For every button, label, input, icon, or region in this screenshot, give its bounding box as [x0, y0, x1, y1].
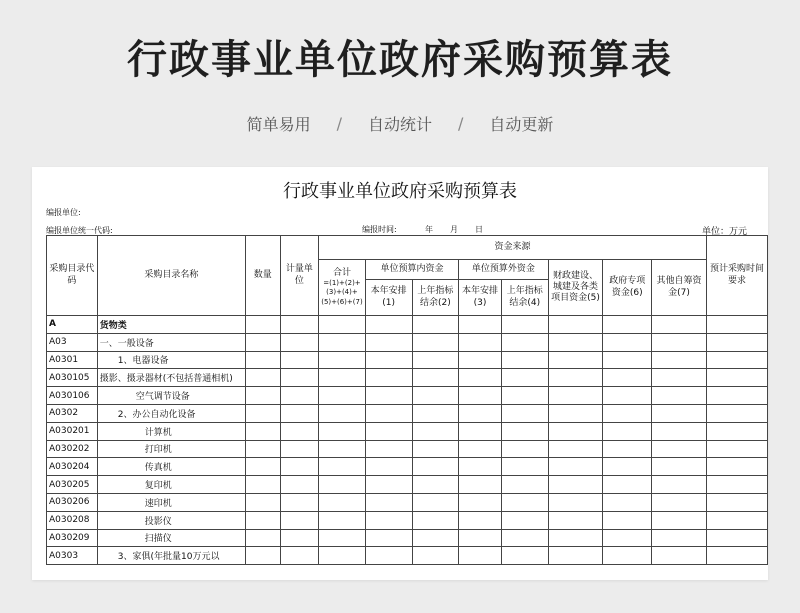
tag-auto-update: 自动更新 — [489, 115, 554, 134]
cell-code[interactable]: A030204 — [47, 458, 98, 476]
cell-empty[interactable] — [365, 511, 412, 529]
cell-empty[interactable] — [603, 511, 652, 529]
cell-empty[interactable] — [501, 476, 548, 494]
cell-empty[interactable] — [365, 422, 412, 440]
header-cur-year-1: 本年安排(1) — [365, 280, 412, 316]
tag-separator: / — [336, 114, 342, 133]
cell-empty[interactable] — [246, 333, 281, 351]
unit-code-label: 编报单位统一代码: — [46, 226, 113, 235]
cell-empty[interactable] — [365, 440, 412, 458]
cell-empty[interactable] — [603, 422, 652, 440]
cell-empty[interactable] — [652, 476, 707, 494]
cell-name[interactable]: 扫描仪 — [97, 529, 245, 547]
cell-empty[interactable] — [280, 493, 319, 511]
header-total-label: 合计 — [332, 267, 351, 278]
cell-empty[interactable] — [706, 333, 767, 351]
cell-empty[interactable] — [603, 476, 652, 494]
cell-empty[interactable] — [706, 511, 767, 529]
banner-title: 行政事业单位政府采购预算表 — [127, 37, 673, 83]
cell-empty[interactable] — [412, 333, 459, 351]
cell-empty[interactable] — [412, 547, 459, 565]
cell-empty[interactable] — [365, 476, 412, 494]
table-row — [47, 493, 768, 511]
cell-name[interactable]: 投影仪 — [97, 511, 245, 529]
header-self-raised-funds: 其他自筹资金(7) — [652, 260, 707, 316]
table-row — [47, 547, 768, 565]
tag-separator: / — [458, 114, 464, 133]
table-row — [47, 476, 768, 494]
header-fiscal-funds: 财政建设、城建及各类项目资金(5) — [548, 260, 603, 316]
cell-empty[interactable] — [319, 529, 366, 547]
cell-empty[interactable] — [412, 440, 459, 458]
cell-code[interactable]: A030205 — [47, 476, 98, 494]
day-label: 日 — [475, 225, 483, 234]
cell-code[interactable]: A030206 — [47, 493, 98, 511]
cell-empty[interactable] — [246, 387, 281, 405]
cell-name[interactable]: 1、电器设备 — [97, 351, 245, 369]
cell-empty[interactable] — [365, 387, 412, 405]
header-out-budget: 单位预算外资金 — [459, 260, 548, 280]
table-row — [47, 422, 768, 440]
table-body — [47, 316, 768, 565]
header-prev-balance-4: 上年指标结余(4) — [501, 280, 548, 316]
cell-name[interactable]: 货物类 — [97, 316, 245, 334]
month-label: 月 — [450, 225, 458, 234]
cell-empty[interactable] — [459, 422, 502, 440]
cell-empty[interactable] — [365, 351, 412, 369]
cell-empty[interactable] — [412, 369, 459, 387]
cell-empty[interactable] — [603, 493, 652, 511]
cell-empty[interactable] — [280, 458, 319, 476]
cell-empty[interactable] — [706, 529, 767, 547]
table-row — [47, 440, 768, 458]
cell-empty[interactable] — [319, 547, 366, 565]
cell-empty[interactable] — [319, 422, 366, 440]
cell-empty[interactable] — [501, 369, 548, 387]
cell-empty[interactable] — [548, 547, 603, 565]
cell-empty[interactable] — [652, 440, 707, 458]
header-in-budget: 单位预算内资金 — [365, 260, 458, 280]
cell-empty[interactable] — [412, 493, 459, 511]
cell-empty[interactable] — [319, 387, 366, 405]
cell-name[interactable]: 空气调节设备 — [97, 387, 245, 405]
cell-name[interactable]: 3、家俱(年批量10万元以 — [97, 547, 245, 565]
cell-empty[interactable] — [706, 316, 767, 334]
cell-empty[interactable] — [459, 511, 502, 529]
cell-empty[interactable] — [706, 387, 767, 405]
cell-code[interactable]: A0301 — [47, 351, 98, 369]
table-row — [47, 351, 768, 369]
cell-empty[interactable] — [603, 529, 652, 547]
cell-empty[interactable] — [459, 369, 502, 387]
cell-empty[interactable] — [603, 458, 652, 476]
cell-empty[interactable] — [548, 440, 603, 458]
tag-auto-stat: 自动统计 — [367, 115, 432, 134]
cell-empty[interactable] — [548, 404, 603, 422]
table-row — [47, 316, 768, 334]
cell-empty[interactable] — [652, 511, 707, 529]
cell-empty[interactable] — [501, 351, 548, 369]
cell-empty[interactable] — [706, 458, 767, 476]
cell-empty[interactable] — [459, 458, 502, 476]
cell-code[interactable]: A030209 — [47, 529, 98, 547]
cell-empty[interactable] — [365, 529, 412, 547]
cell-empty[interactable] — [246, 476, 281, 494]
cell-empty[interactable] — [652, 387, 707, 405]
cell-empty[interactable] — [501, 316, 548, 334]
cell-empty[interactable] — [319, 333, 366, 351]
cell-empty[interactable] — [652, 404, 707, 422]
cell-empty[interactable] — [246, 369, 281, 387]
cell-empty[interactable] — [548, 458, 603, 476]
cell-empty[interactable] — [548, 351, 603, 369]
cell-empty[interactable] — [280, 351, 319, 369]
cell-empty[interactable] — [501, 387, 548, 405]
cell-empty[interactable] — [459, 547, 502, 565]
cell-code[interactable]: A030105 — [47, 369, 98, 387]
spreadsheet-preview — [32, 167, 768, 580]
header-expected-time: 预计采购时间要求 — [706, 236, 767, 316]
cell-empty[interactable] — [706, 440, 767, 458]
table-row — [47, 529, 768, 547]
cell-empty[interactable] — [652, 493, 707, 511]
cell-empty[interactable] — [501, 404, 548, 422]
cell-empty[interactable] — [365, 547, 412, 565]
table-row — [47, 369, 768, 387]
cell-name[interactable]: 计算机 — [97, 422, 245, 440]
table-row — [47, 458, 768, 476]
cell-code[interactable]: A — [47, 316, 98, 334]
cell-empty[interactable] — [652, 422, 707, 440]
budget-table — [46, 235, 768, 565]
cell-empty[interactable] — [246, 440, 281, 458]
header-unit: 计量单位 — [280, 236, 319, 316]
cell-empty[interactable] — [412, 511, 459, 529]
cell-empty[interactable] — [319, 511, 366, 529]
cell-empty[interactable] — [319, 476, 366, 494]
header-funding-source: 资金来源 — [319, 236, 707, 260]
cell-empty[interactable] — [603, 351, 652, 369]
currency-unit: 单位：万元 — [702, 227, 748, 237]
cell-empty[interactable] — [459, 529, 502, 547]
header-cur-year-3: 本年安排(3) — [459, 280, 502, 316]
cell-empty[interactable] — [652, 351, 707, 369]
cell-empty[interactable] — [501, 547, 548, 565]
cell-empty[interactable] — [319, 316, 366, 334]
cell-empty[interactable] — [412, 422, 459, 440]
cell-empty[interactable] — [706, 369, 767, 387]
cell-code[interactable]: A030208 — [47, 511, 98, 529]
table-row — [47, 333, 768, 351]
cell-empty[interactable] — [280, 422, 319, 440]
cell-empty[interactable] — [459, 493, 502, 511]
cell-empty[interactable] — [319, 440, 366, 458]
cell-empty[interactable] — [501, 440, 548, 458]
cell-empty[interactable] — [412, 476, 459, 494]
cell-empty[interactable] — [603, 333, 652, 351]
cell-name[interactable]: 一、一般设备 — [97, 333, 245, 351]
cell-empty[interactable] — [459, 404, 502, 422]
cell-name[interactable]: 复印机 — [97, 476, 245, 494]
cell-empty[interactable] — [280, 440, 319, 458]
cell-name[interactable]: 2、办公自动化设备 — [97, 404, 245, 422]
cell-empty[interactable] — [706, 493, 767, 511]
cell-empty[interactable] — [501, 458, 548, 476]
header-code: 采购目录代码 — [47, 236, 98, 316]
cell-empty[interactable] — [652, 369, 707, 387]
cell-code[interactable]: A0302 — [47, 404, 98, 422]
tag-easy: 简单易用 — [246, 115, 311, 134]
cell-name[interactable]: 速印机 — [97, 493, 245, 511]
cell-empty[interactable] — [280, 316, 319, 334]
cell-empty[interactable] — [548, 476, 603, 494]
cell-empty[interactable] — [548, 529, 603, 547]
cell-code[interactable]: A030106 — [47, 387, 98, 405]
cell-empty[interactable] — [603, 404, 652, 422]
cell-name[interactable]: 传真机 — [97, 458, 245, 476]
cell-empty[interactable] — [706, 422, 767, 440]
cell-empty[interactable] — [652, 316, 707, 334]
sheet-title: 行政事业单位政府采购预算表 — [283, 181, 517, 202]
cell-name[interactable]: 打印机 — [97, 440, 245, 458]
header-total — [319, 260, 366, 316]
cell-name[interactable]: 摄影、摄录器材(不包括普通相机) — [97, 369, 245, 387]
cell-empty[interactable] — [548, 369, 603, 387]
table-row — [47, 404, 768, 422]
header-total-formula: =(1)+(2)+(3)+(4)+(5)+(6)+(7) — [321, 278, 363, 306]
cell-empty[interactable] — [603, 387, 652, 405]
cell-empty[interactable] — [280, 476, 319, 494]
cell-empty[interactable] — [706, 476, 767, 494]
cell-empty[interactable] — [365, 493, 412, 511]
cell-empty[interactable] — [280, 369, 319, 387]
cell-empty[interactable] — [412, 404, 459, 422]
cell-empty[interactable] — [280, 333, 319, 351]
cell-empty[interactable] — [412, 316, 459, 334]
cell-empty[interactable] — [412, 387, 459, 405]
cell-empty[interactable] — [319, 369, 366, 387]
cell-code[interactable]: A030202 — [47, 440, 98, 458]
cell-empty[interactable] — [501, 511, 548, 529]
cell-empty[interactable] — [280, 387, 319, 405]
cell-empty[interactable] — [706, 547, 767, 565]
cell-empty[interactable] — [280, 511, 319, 529]
cell-empty[interactable] — [603, 316, 652, 334]
cell-empty[interactable] — [319, 458, 366, 476]
cell-empty[interactable] — [365, 316, 412, 334]
cell-empty[interactable] — [365, 404, 412, 422]
table-row — [47, 387, 768, 405]
cell-empty[interactable] — [246, 529, 281, 547]
cell-empty[interactable] — [501, 493, 548, 511]
header-gov-special-funds: 政府专项资金(6) — [603, 260, 652, 316]
cell-empty[interactable] — [246, 316, 281, 334]
cell-empty[interactable] — [548, 333, 603, 351]
cell-empty[interactable] — [548, 493, 603, 511]
cell-empty[interactable] — [501, 529, 548, 547]
cell-empty[interactable] — [459, 387, 502, 405]
cell-empty[interactable] — [246, 404, 281, 422]
cell-empty[interactable] — [548, 422, 603, 440]
cell-code[interactable]: A030201 — [47, 422, 98, 440]
cell-code[interactable]: A03 — [47, 333, 98, 351]
tagline — [0, 112, 800, 135]
cell-empty[interactable] — [246, 547, 281, 565]
cell-empty[interactable] — [603, 547, 652, 565]
cell-empty[interactable] — [365, 333, 412, 351]
header-quantity: 数量 — [246, 236, 281, 316]
unit-label: 编报单位: — [46, 208, 81, 217]
table-row — [47, 511, 768, 529]
cell-empty[interactable] — [652, 458, 707, 476]
date-label: 编报时间: — [362, 225, 397, 234]
cell-empty[interactable] — [603, 369, 652, 387]
cell-empty[interactable] — [280, 547, 319, 565]
cell-empty[interactable] — [319, 404, 366, 422]
cell-empty[interactable] — [412, 458, 459, 476]
year-label: 年 — [425, 225, 433, 234]
cell-empty[interactable] — [365, 369, 412, 387]
cell-empty[interactable] — [412, 351, 459, 369]
header-name: 采购目录名称 — [97, 236, 245, 316]
cell-code[interactable]: A0303 — [47, 547, 98, 565]
cell-empty[interactable] — [246, 458, 281, 476]
cell-empty[interactable] — [246, 422, 281, 440]
cell-empty[interactable] — [706, 351, 767, 369]
cell-empty[interactable] — [459, 440, 502, 458]
cell-empty[interactable] — [280, 529, 319, 547]
cell-empty[interactable] — [459, 333, 502, 351]
cell-empty[interactable] — [246, 511, 281, 529]
cell-empty[interactable] — [459, 351, 502, 369]
cell-empty[interactable] — [459, 476, 502, 494]
cell-empty[interactable] — [706, 404, 767, 422]
cell-empty[interactable] — [548, 387, 603, 405]
cell-empty[interactable] — [548, 316, 603, 334]
cell-empty[interactable] — [412, 529, 459, 547]
cell-empty[interactable] — [246, 493, 281, 511]
cell-empty[interactable] — [459, 316, 502, 334]
cell-empty[interactable] — [652, 547, 707, 565]
cell-empty[interactable] — [319, 493, 366, 511]
cell-empty[interactable] — [501, 422, 548, 440]
header-prev-balance-2: 上年指标结余(2) — [412, 280, 459, 316]
cell-empty[interactable] — [652, 333, 707, 351]
cell-empty[interactable] — [365, 458, 412, 476]
cell-empty[interactable] — [319, 351, 366, 369]
cell-empty[interactable] — [652, 529, 707, 547]
cell-empty[interactable] — [280, 404, 319, 422]
cell-empty[interactable] — [246, 351, 281, 369]
cell-empty[interactable] — [548, 511, 603, 529]
cell-empty[interactable] — [603, 440, 652, 458]
cell-empty[interactable] — [501, 333, 548, 351]
